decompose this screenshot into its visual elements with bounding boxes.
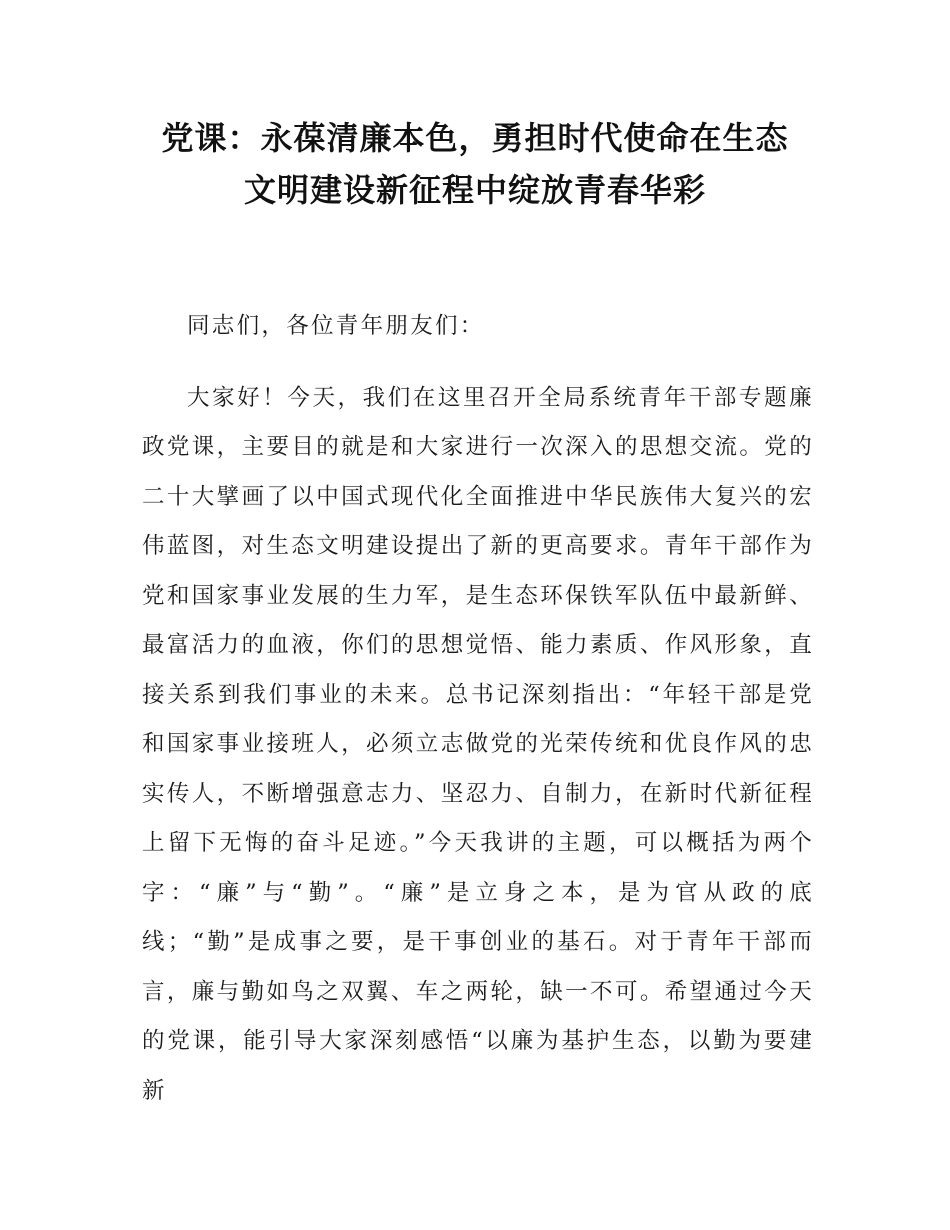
document-title: [100, 112, 850, 216]
title-line-1: 党课：永葆清廉本色，勇担时代使命在生态: [161, 119, 789, 157]
greeting-paragraph: 同志们，各位青年朋友们：: [187, 313, 485, 339]
body-paragraph: 大家好！今天，我们在这里召开全局系统青年干部专题廉政党课，主要目的就是和大家进行一次深入的思想交流。党的二十大擘画了以中国式现代化全面推进中华民族伟大复兴的宏伟蓝图，对生态文明建设提出了新的更高要求。青年干部作为党和国家事业发展的生力军，是生态环保铁军队伍中最新鲜、最富活力的血液，你们的思想觉悟、能力素质、作风形象，直接关系到我们事业的未来。总书记深刻指出：“年轻干部是党和国家事业接班人，必须立志做党的光荣传统和优良作风的忠实传人，不断增强意志力、坚忍力、自制力，在新时代新征程上留下无悔的奋斗足迹。”今天我讲的主题，可以概括为两个字：“廉”与“勤”。“廉”是立身之本，是为官从政的底线；“勤”是成事之要，是干事创业的基石。对于青年干部而言，廉与勤如鸟之双翼、车之两轮，缺一不可。希望通过今天的党课，能引导大家深刻感悟“以廉为基护生态，以勤为要建新: [142, 384, 814, 1104]
document-body: [142, 302, 814, 1116]
title-line-2: 文明建设新征程中绽放青春华彩: [243, 171, 706, 209]
